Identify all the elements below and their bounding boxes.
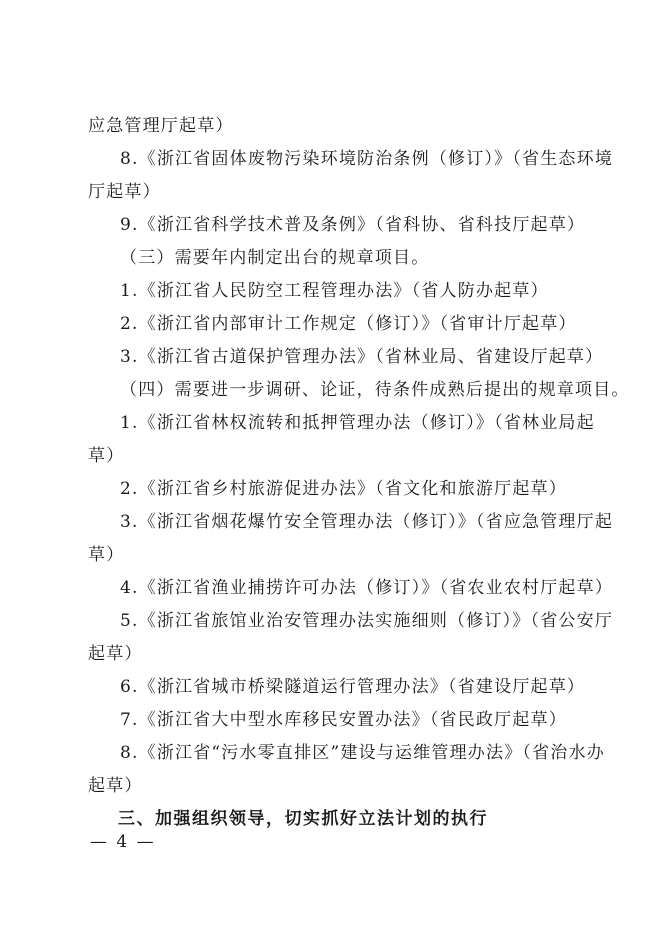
text-line: 起草）: [88, 776, 143, 796]
text-line: 起草）: [88, 644, 143, 664]
list-item: 9.《浙江省科学技术普及条例》（省科协、省科技厅起草）: [120, 215, 586, 235]
page-number: — 4 —: [90, 832, 156, 852]
list-item: 2.《浙江省乡村旅游促进办法》（省文化和旅游厅起草）: [120, 479, 567, 499]
list-item: 6.《浙江省城市桥梁隧道运行管理办法》（省建设厅起草）: [120, 677, 586, 697]
list-item: 4.《浙江省渔业捕捞许可办法（修订）》（省农业农村厅起草）: [120, 578, 614, 598]
text-line: 厅起草）: [88, 182, 161, 202]
list-item: 8.《浙江省“污水零直排区”建设与运维管理办法》（省治水办: [120, 743, 605, 763]
text-line: 草）: [88, 545, 125, 565]
list-item: 8.《浙江省固体废物污染环境防治条例（修订）》（省生态环境: [120, 149, 614, 169]
list-item: 7.《浙江省大中型水库移民安置办法》（省民政厅起草）: [120, 710, 567, 730]
section-heading: （三）需要年内制定出台的规章项目。: [120, 248, 430, 268]
list-item: 3.《浙江省烟花爆竹安全管理办法（修订）》（省应急管理厅起: [120, 512, 614, 532]
list-item: 1.《浙江省林权流转和抵押管理办法（修订）》（省林业局起: [120, 413, 595, 433]
list-item: 1.《浙江省人民防空工程管理办法》（省人防办起草）: [120, 281, 549, 301]
list-item: 5.《浙江省旅馆业治安管理办法实施细则（修订）》（省公安厅: [120, 611, 614, 631]
text-line: 应急管理厅起草）: [88, 116, 234, 136]
section-heading: （四）需要进一步调研、论证，待条件成熟后提出的规章项目。: [120, 380, 630, 400]
list-item: 3.《浙江省古道保护管理办法》（省林业局、省建设厅起草）: [120, 347, 604, 367]
chapter-heading: 三、加强组织领导，切实抓好立法计划的执行: [118, 809, 488, 829]
text-line: 草）: [88, 446, 125, 466]
list-item: 2.《浙江省内部审计工作规定（修订）》（省审计厅起草）: [120, 314, 577, 334]
